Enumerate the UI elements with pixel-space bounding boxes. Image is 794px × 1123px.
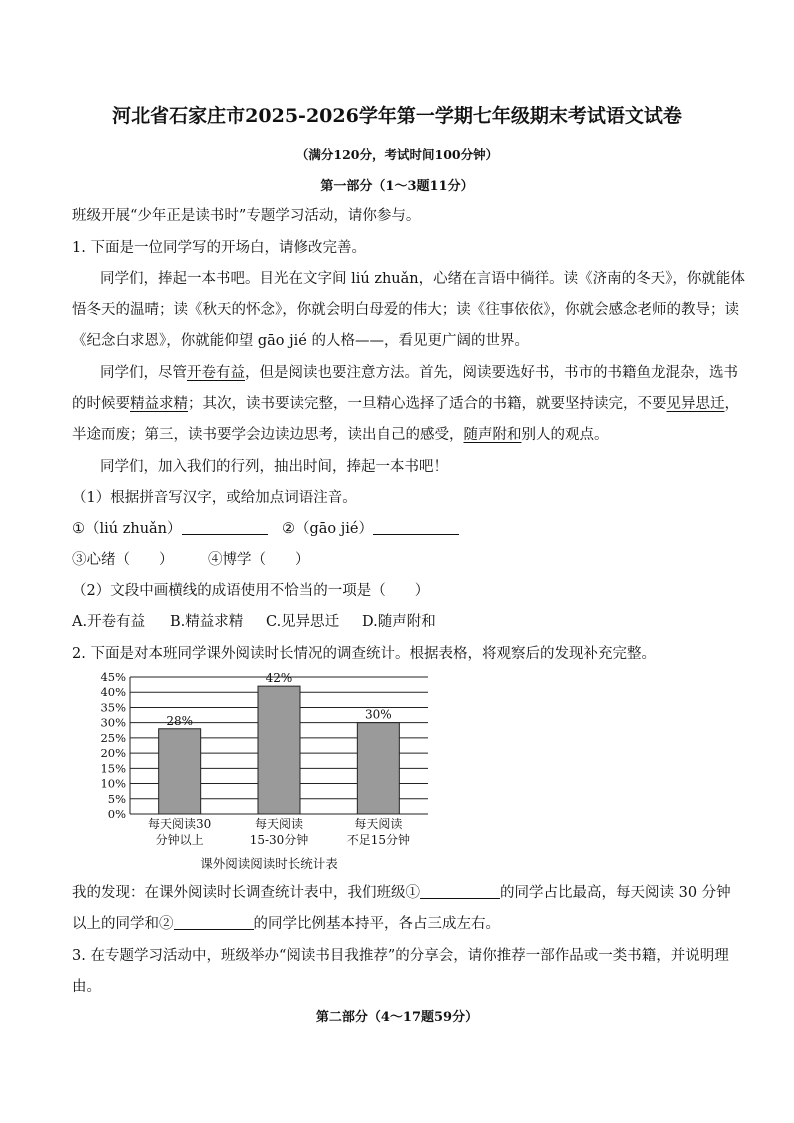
y-tick-label: 10% bbox=[100, 776, 126, 791]
x-category-label: 每天阅读 bbox=[354, 817, 403, 831]
answer-blank[interactable] bbox=[420, 884, 500, 899]
fill-item-3: ③心绪（ ） bbox=[72, 552, 174, 568]
fill-item-1 bbox=[72, 519, 268, 539]
q1-passage-line bbox=[72, 425, 609, 445]
y-tick-label: 45% bbox=[100, 670, 126, 684]
underlined-idiom: 见异思迁 bbox=[666, 396, 725, 412]
option-b[interactable]: B.精益求精 bbox=[170, 614, 244, 630]
q1-passage-line bbox=[72, 394, 739, 414]
q1-sub2: （2）文段中画横线的成语使用不恰当的一项是（ ） bbox=[72, 583, 430, 599]
finding-text: 的同学占比最高，每天阅读 30 分钟 bbox=[500, 885, 731, 901]
underlined-idiom: 精益求精 bbox=[130, 396, 188, 412]
q2-finding-line bbox=[72, 883, 731, 903]
bar bbox=[159, 729, 201, 814]
q3-stem-line: 3. 在专题学习活动中，班级举办“阅读书目我推荐”的分享会，请你推荐一部作品或一类书籍，并说明理 bbox=[72, 948, 729, 964]
y-tick-label: 30% bbox=[100, 715, 126, 730]
passage-text: 半途而废；第三，读书要学会边读边思考，读出自己的感受， bbox=[72, 427, 464, 443]
page-title: 河北省石家庄市2025-2026学年第一学期七年级期末考试语文试卷 bbox=[112, 105, 682, 127]
fill-item-4: ④博学（ ） bbox=[208, 552, 310, 568]
answer-blank[interactable] bbox=[182, 520, 268, 535]
q1-passage-line: 悟冬天的温晴；读《秋天的怀念》，你就会明白母爱的伟大；读《往事依依》，你就会感念老师的教导；读 bbox=[72, 302, 739, 318]
q1-passage-line bbox=[100, 363, 738, 383]
option-d[interactable]: D.随声附和 bbox=[362, 614, 436, 630]
q3-stem-line: 由。 bbox=[72, 979, 101, 995]
option-a[interactable]: A.开卷有益 bbox=[72, 614, 146, 630]
bar-value-label: 30% bbox=[364, 707, 392, 722]
q1-stem: 1. 下面是一位同学写的开场白，请修改完善。 bbox=[72, 240, 366, 256]
passage-text: 别人的观点。 bbox=[521, 427, 609, 443]
q1-passage-line: 《纪念白求恩》，你就能仰望 gāo jié 的人格——，看见更广阔的世界。 bbox=[72, 333, 529, 349]
x-category-label: 分钟以上 bbox=[155, 833, 204, 847]
underlined-idiom: 开卷有益 bbox=[187, 365, 245, 381]
y-tick-label: 25% bbox=[100, 730, 126, 745]
underlined-idiom: 随声附和 bbox=[463, 427, 522, 443]
q2-stem: 2. 下面是对本班同学课外阅读时长情况的调查统计。根据表格，将观察后的发现补充完整。 bbox=[72, 646, 656, 662]
bar bbox=[258, 686, 300, 814]
q1-passage-line: 同学们，加入我们的行列，抽出时间，捧起一本书吧！ bbox=[100, 459, 448, 475]
bar-value-label: 42% bbox=[265, 671, 293, 686]
x-category-label: 15-30分钟 bbox=[249, 833, 309, 847]
q2-finding-line bbox=[72, 914, 500, 934]
option-c[interactable]: C.见异思迁 bbox=[266, 614, 340, 630]
passage-text: ；其次，读书要读完整，一旦精心选择了适合的书籍，就要坚持读完，不要 bbox=[188, 396, 667, 412]
fill-label: ②（gāo jié） bbox=[282, 521, 373, 537]
y-tick-label: 35% bbox=[100, 700, 126, 715]
fill-item-2 bbox=[282, 519, 459, 539]
y-tick-label: 0% bbox=[107, 807, 126, 821]
finding-text: 以上的同学和② bbox=[72, 916, 174, 932]
finding-text: 的同学比例基本持平，各占三成左右。 bbox=[253, 916, 500, 932]
exam-subtitle: （满分120分，考试时间100分钟） bbox=[295, 147, 499, 162]
intro-text: 班级开展“少年正是读书时”专题学习活动，请你参与。 bbox=[72, 208, 421, 224]
part2-heading: 第二部分（4～17题59分） bbox=[315, 1010, 479, 1025]
chart-title: 课外阅读阅读时长统计表 bbox=[200, 856, 338, 871]
y-tick-label: 5% bbox=[107, 791, 126, 806]
q1-passage-line: 同学们，捧起一本书吧。目光在文字间 liú zhuǎn，心绪在言语中徜徉。读《济南的冬天》，你就能体 bbox=[100, 271, 745, 287]
y-tick-label: 20% bbox=[100, 746, 126, 761]
passage-text: ，但是阅读也要注意方法。首先，阅读要选好书，书市的书籍鱼龙混杂，选书 bbox=[245, 365, 738, 381]
y-tick-label: 15% bbox=[100, 761, 126, 776]
x-category-label: 不足15分钟 bbox=[346, 833, 410, 847]
passage-text: 的时候要 bbox=[72, 396, 130, 412]
reading-time-bar-chart bbox=[90, 666, 440, 876]
x-category-label: 每天阅读 bbox=[254, 817, 304, 831]
passage-text: 同学们，尽管 bbox=[100, 365, 187, 381]
answer-blank[interactable] bbox=[373, 520, 459, 535]
part1-heading: 第一部分（1～3题11分） bbox=[320, 179, 474, 194]
finding-text: 我的发现：在课外阅读时长调查统计表中，我们班级① bbox=[72, 885, 420, 901]
y-tick-label: 40% bbox=[100, 685, 126, 700]
fill-label: ①（liú zhuǎn） bbox=[72, 521, 182, 537]
answer-blank[interactable] bbox=[174, 915, 254, 930]
q1-sub1: （1）根据拼音写汉字，或给加点词语注音。 bbox=[72, 490, 357, 506]
bar-value-label: 28% bbox=[166, 713, 194, 728]
bar bbox=[357, 723, 399, 814]
x-category-label: 每天阅读30 bbox=[148, 817, 212, 831]
passage-text: ， bbox=[724, 396, 739, 412]
